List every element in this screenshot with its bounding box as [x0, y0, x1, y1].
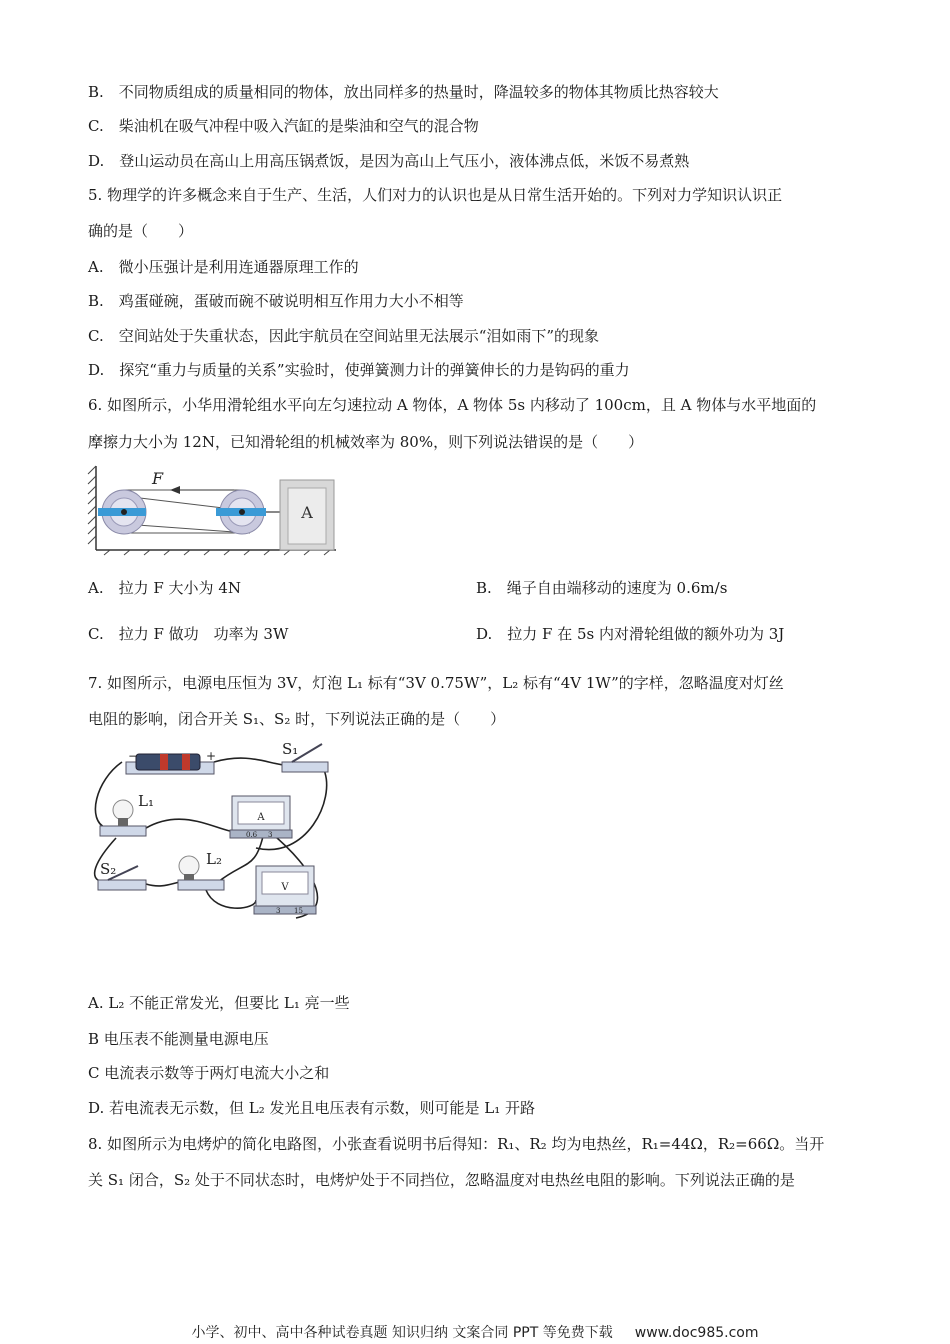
q6-option-a: A. 拉力 F 大小为 4N [88, 579, 241, 597]
q5-stem-line1: 5. 物理学的许多概念来自于生产、生活，人们对力的认识也是从日常生活开始的。下列对力学知识认识正 [88, 186, 783, 204]
q8-stem-line2: 关 S₁ 闭合，S₂ 处于不同状态时，电烤炉处于不同挡位，忽略温度对电热丝电阻的影响。下列说法正确的是 [88, 1171, 795, 1189]
voltmeter-letter: V [281, 882, 289, 893]
voltmeter-term-2: 15 [294, 907, 303, 915]
q7-option-d: D. 若电流表无示数，但 L₂ 发光且电压表有示数，则可能是 L₁ 开路 [88, 1099, 536, 1117]
l1-label: L₁ [138, 792, 154, 810]
q7-stem-line1: 7. 如图所示，电源电压恒为 3V，灯泡 L₁ 标有“3V 0.75W”，L₂ 标有“4V 1W”的字样，忽略温度对灯丝 [88, 674, 784, 692]
q6-stem-line2: 摩擦力大小为 12N，已知滑轮组的机械效率为 80%，则下列说法错误的是（ ） [88, 433, 644, 451]
q6-option-c: C. 拉力 F 做功 功率为 3W [88, 625, 289, 643]
q6-stem-line1: 6. 如图所示，小华用滑轮组水平向左匀速拉动 A 物体，A 物体 5s 内移动了 100cm，且 A 物体与水平地面的 [88, 396, 817, 414]
voltmeter-term-1: 3 [276, 907, 281, 915]
s1-label: S₁ [282, 740, 299, 758]
q6-option-d: D. 拉力 F 在 5s 内对滑轮组做的额外功为 3J [476, 625, 785, 643]
q4-option-d: D. 登山运动员在高山上用高压锅煮饭，是因为高山上气压小，液体沸点低，米饭不易煮熟 [88, 152, 690, 170]
q4-option-b: B. 不同物质组成的质量相同的物体，放出同样多的热量时，降温较多的物体其物质比热容较大 [88, 83, 719, 101]
force-label: F [152, 469, 164, 488]
ammeter-term-1: 0.6 [246, 831, 258, 839]
q5-option-d: D. 探究“重力与质量的关系”实验时，使弹簧测力计的弹簧伸长的力是钩码的重力 [88, 361, 630, 379]
ammeter-term-2: 3 [268, 831, 273, 839]
circuit-figure [86, 740, 336, 922]
ammeter-letter: A [257, 812, 265, 823]
l2-label: L₂ [206, 850, 222, 868]
q6-option-b: B. 绳子自由端移动的速度为 0.6m/s [476, 579, 728, 597]
page-footer [0, 1322, 950, 1342]
q7-option-b: B 电压表不能测量电源电压 [88, 1030, 269, 1048]
q5-option-c: C. 空间站处于失重状态，因此宇航员在空间站里无法展示“泪如雨下”的现象 [88, 327, 600, 345]
q8-stem-line1: 8. 如图所示为电烤炉的简化电路图，小张查看说明书后得知：R₁、R₂ 均为电热丝，R₁=44Ω，R₂=66Ω。当开 [88, 1135, 825, 1153]
q4-option-c: C. 柴油机在吸气冲程中吸入汽缸的是柴油和空气的混合物 [88, 117, 479, 135]
q5-option-a: A. 微小压强计是利用连通器原理工作的 [88, 258, 359, 276]
q7-option-a: A. L₂ 不能正常发光，但要比 L₁ 亮一些 [88, 994, 350, 1012]
q5-option-b: B. 鸡蛋碰碗，蛋破而碗不破说明相互作用力大小不相等 [88, 292, 464, 310]
q7-option-c: C 电流表示数等于两灯电流大小之和 [88, 1064, 330, 1082]
pulley-figure [84, 462, 340, 556]
battery-minus: − [128, 749, 139, 763]
footer-url[interactable]: www.doc985.com [634, 1325, 759, 1341]
s2-label: S₂ [100, 860, 117, 878]
q7-stem-line2: 电阻的影响，闭合开关 S₁、S₂ 时，下列说法正确的是（ ） [88, 710, 506, 728]
battery-plus: + [206, 749, 217, 763]
block-label: A [301, 503, 313, 522]
q5-stem-line2: 确的是（ ） [88, 222, 194, 240]
footer-text: 小学、初中、高中各种试卷真题 知识归纳 文案合同 PPT 等免费下载 [191, 1325, 613, 1341]
